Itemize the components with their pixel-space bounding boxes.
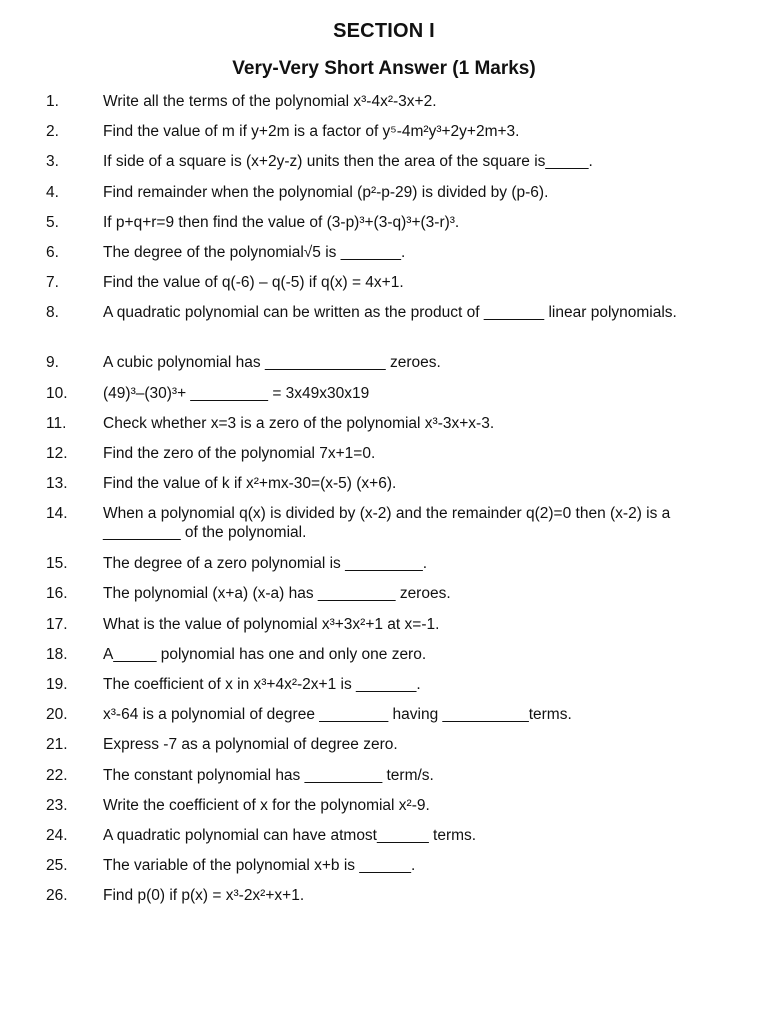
question-number: 25.: [46, 857, 68, 875]
section-title: SECTION I: [333, 20, 435, 42]
question-text: Find the value of m if y+2m is a factor of y⁵-4m²y³+2y+2m+3.: [103, 123, 520, 141]
question-number: 23.: [46, 796, 68, 814]
question-number: 2.: [46, 123, 59, 141]
question-text: The coefficient of x in x³+4x²-2x+1 is _______.: [103, 676, 421, 693]
question-number: 13.: [46, 475, 68, 493]
question-number: 16.: [46, 585, 68, 603]
question-item: [0, 705, 768, 735]
question-item: [0, 444, 768, 474]
question-item: [0, 152, 768, 182]
question-text: Find the value of k if x²+mx-30=(x-5) (x+6).: [103, 475, 397, 493]
question-text: Express -7 as a polynomial of degree zero.: [103, 736, 398, 754]
question-text: The polynomial (x+a) (x-a) has _________ zeroes.: [103, 585, 451, 603]
question-item: [0, 826, 768, 856]
question-text: (49)³–(30)³+ _________ = 3x49x30x19: [103, 384, 370, 402]
question-number: 20.: [46, 706, 68, 724]
question-number: 15.: [46, 555, 68, 573]
question-text: A quadratic polynomial can have atmost______ terms.: [103, 826, 477, 844]
question-item: [0, 213, 768, 243]
question-text: If p+q+r=9 then find the value of (3-p)³+(3-q)³+(3-r)³.: [103, 213, 460, 231]
question-text: A_____ polynomial has one and only one zero.: [103, 645, 427, 663]
question-item: [0, 303, 768, 353]
question-number: 11.: [46, 414, 67, 432]
question-item: [0, 273, 768, 303]
question-number: 12.: [46, 444, 68, 462]
question-number: 17.: [46, 615, 68, 633]
question-item: [0, 92, 768, 122]
question-number: 5.: [46, 213, 59, 231]
question-number: 6.: [46, 243, 59, 261]
question-text: What is the value of polynomial x³+3x²+1 at x=-1.: [103, 615, 440, 633]
question-item: [0, 414, 768, 444]
question-item: [0, 615, 768, 645]
question-item: [0, 796, 768, 826]
question-item: [0, 353, 768, 383]
question-number: 10.: [46, 384, 68, 402]
question-item: [0, 675, 768, 705]
question-item: [0, 735, 768, 765]
question-text: x³-64 is a polynomial of degree ________ having __________terms.: [103, 706, 572, 724]
question-number: 22.: [46, 766, 68, 784]
question-number: 3.: [46, 153, 59, 171]
question-text: Find p(0) if p(x) = x³-2x²+x+1.: [103, 887, 305, 905]
question-text: The degree of a zero polynomial is _________.: [103, 555, 427, 573]
question-item: [0, 243, 768, 273]
question-text: Find the value of q(-6) – q(-5) if q(x) = 4x+1.: [103, 274, 404, 292]
question-text: Find the zero of the polynomial 7x+1=0.: [103, 444, 376, 462]
question-text: The degree of the polynomial√5 is _______.: [103, 243, 406, 261]
question-number: 9.: [46, 354, 59, 372]
question-item: [0, 504, 768, 554]
question-text: When a polynomial q(x) is divided by (x-2) and the remainder q(2)=0 then (x-2) is a _________ of the polynomial.: [103, 505, 671, 542]
question-text: If side of a square is (x+2y-z) units then the area of the square is_____.: [103, 153, 593, 171]
question-text: A quadratic polynomial can be written as the product of _______ linear polynomials.: [103, 304, 677, 322]
question-number: 24.: [46, 826, 68, 844]
question-text: The constant polynomial has _________ term/s.: [103, 766, 434, 784]
question-number: 26.: [46, 887, 68, 905]
section-subtitle: Very-Very Short Answer (1 Marks): [232, 58, 536, 79]
question-number: 1.: [46, 93, 59, 110]
question-text: Write the coefficient of x for the polynomial x²-9.: [103, 796, 430, 814]
question-text: Write all the terms of the polynomial x³-4x²-3x+2.: [103, 93, 437, 110]
question-number: 8.: [46, 304, 59, 322]
question-item: [0, 474, 768, 504]
question-number: 21.: [46, 736, 68, 754]
question-item: [0, 384, 768, 414]
question-item: [0, 886, 768, 916]
question-number: 19.: [46, 676, 68, 693]
question-number: 4.: [46, 183, 59, 201]
question-text: Find remainder when the polynomial (p²-p-29) is divided by (p-6).: [103, 183, 549, 201]
question-item: [0, 122, 768, 152]
question-item: [0, 584, 768, 614]
question-item: [0, 183, 768, 213]
question-number: 7.: [46, 274, 59, 292]
question-number: 18.: [46, 645, 68, 663]
question-text: Check whether x=3 is a zero of the polynomial x³-3x+x-3.: [103, 414, 495, 432]
question-text: A cubic polynomial has ______________ zeroes.: [103, 354, 441, 372]
question-list: [0, 92, 768, 917]
question-item: [0, 554, 768, 584]
question-item: [0, 856, 768, 886]
question-text: The variable of the polynomial x+b is ______.: [103, 857, 416, 875]
question-number: 14.: [46, 505, 68, 523]
question-item: [0, 645, 768, 675]
question-item: [0, 766, 768, 796]
